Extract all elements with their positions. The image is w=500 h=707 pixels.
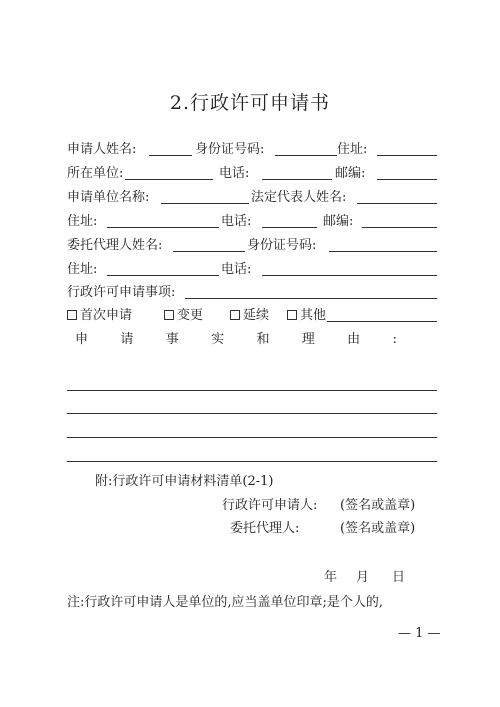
row-matter bbox=[67, 283, 437, 303]
footnote: 注:行政许可申请人是单位的,应当盖单位印章;是个人的, bbox=[67, 595, 384, 610]
reason-line[interactable] bbox=[67, 390, 437, 391]
agent-phone-field[interactable] bbox=[262, 275, 437, 276]
option-other-label: 其他 bbox=[300, 308, 327, 323]
page-number: — 1 — bbox=[398, 626, 441, 641]
address-label: 住址: bbox=[337, 142, 368, 157]
checkbox-icon[interactable] bbox=[230, 310, 240, 320]
agent-id-field[interactable] bbox=[329, 251, 437, 252]
row-agent bbox=[67, 236, 437, 256]
row-options bbox=[67, 306, 437, 326]
agent-address-label: 住址: bbox=[67, 262, 98, 277]
reasons-char: 请 bbox=[120, 332, 134, 347]
option-other[interactable] bbox=[287, 306, 326, 326]
reason-line[interactable] bbox=[67, 437, 437, 438]
checkbox-icon[interactable] bbox=[164, 310, 174, 320]
page-title: 2.行政许可申请书 bbox=[169, 92, 331, 114]
agent-name-field[interactable] bbox=[173, 251, 245, 252]
applicant-name-field[interactable] bbox=[149, 155, 192, 156]
phone-label: 电话: bbox=[219, 166, 250, 181]
phone-field[interactable] bbox=[262, 179, 332, 180]
date-day: 日 bbox=[392, 570, 406, 585]
id-number-label: 身份证号码: bbox=[195, 142, 265, 157]
applicant-name-label: 申请人姓名: bbox=[67, 142, 137, 157]
reasons-heading bbox=[75, 330, 397, 350]
unit-name-label: 申请单位名称: bbox=[67, 190, 150, 205]
legal-rep-label: 法定代表人姓名: bbox=[251, 190, 347, 205]
applicant-signature-note: (签名或盖章) bbox=[340, 498, 416, 513]
date-month: 月 bbox=[356, 570, 370, 585]
postcode-field[interactable] bbox=[377, 179, 437, 180]
reasons-char: 和 bbox=[256, 332, 270, 347]
agent-address-field[interactable] bbox=[107, 275, 219, 276]
reasons-char: : bbox=[392, 332, 397, 347]
unit-address-field[interactable] bbox=[107, 227, 219, 228]
matter-field[interactable] bbox=[185, 298, 437, 299]
unit-postcode-label: 邮编: bbox=[323, 214, 354, 229]
unit-phone-field[interactable] bbox=[262, 227, 317, 228]
agent-signature-note: (签名或盖章) bbox=[340, 521, 416, 536]
reason-line[interactable] bbox=[67, 461, 437, 462]
applicant-signature-label: 行政许可申请人: bbox=[222, 498, 318, 513]
date-year: 年 bbox=[324, 570, 338, 585]
checkbox-icon[interactable] bbox=[287, 310, 297, 320]
option-first[interactable] bbox=[67, 306, 132, 326]
row-agent-address bbox=[67, 260, 437, 280]
agent-phone-label: 电话: bbox=[221, 262, 252, 277]
attachment-note: 附:行政许可申请材料清单(2-1) bbox=[95, 474, 274, 489]
reason-line[interactable] bbox=[67, 413, 437, 414]
matter-label: 行政许可申请事项: bbox=[67, 285, 176, 300]
reasons-char: 实 bbox=[211, 332, 225, 347]
row-applicant bbox=[67, 140, 437, 160]
id-number-field[interactable] bbox=[275, 155, 337, 156]
option-other-field[interactable] bbox=[327, 321, 437, 322]
unit-postcode-field[interactable] bbox=[362, 227, 437, 228]
unit-phone-label: 电话: bbox=[221, 214, 252, 229]
option-first-label: 首次申请 bbox=[80, 308, 133, 323]
agent-signature-label: 委托代理人: bbox=[230, 521, 300, 536]
option-change-label: 变更 bbox=[177, 308, 204, 323]
unit-address-label: 住址: bbox=[67, 214, 98, 229]
unit-field[interactable] bbox=[125, 179, 213, 180]
reasons-char: 理 bbox=[301, 332, 315, 347]
postcode-label: 邮编: bbox=[335, 166, 366, 181]
row-unit-name bbox=[67, 188, 437, 208]
option-change[interactable] bbox=[164, 306, 203, 326]
row-unit-address bbox=[67, 212, 437, 232]
unit-name-field[interactable] bbox=[161, 203, 249, 204]
row-unit bbox=[67, 164, 437, 184]
unit-label: 所在单位: bbox=[67, 166, 124, 181]
reasons-char: 事 bbox=[165, 332, 179, 347]
reasons-char: 由 bbox=[347, 332, 361, 347]
option-extend[interactable] bbox=[230, 306, 269, 326]
option-extend-label: 延续 bbox=[243, 308, 270, 323]
agent-id-label: 身份证号码: bbox=[247, 238, 317, 253]
checkbox-icon[interactable] bbox=[67, 310, 77, 320]
reasons-char: 申 bbox=[75, 332, 89, 347]
legal-rep-field[interactable] bbox=[357, 203, 437, 204]
agent-name-label: 委托代理人姓名: bbox=[67, 238, 163, 253]
address-field[interactable] bbox=[377, 155, 437, 156]
